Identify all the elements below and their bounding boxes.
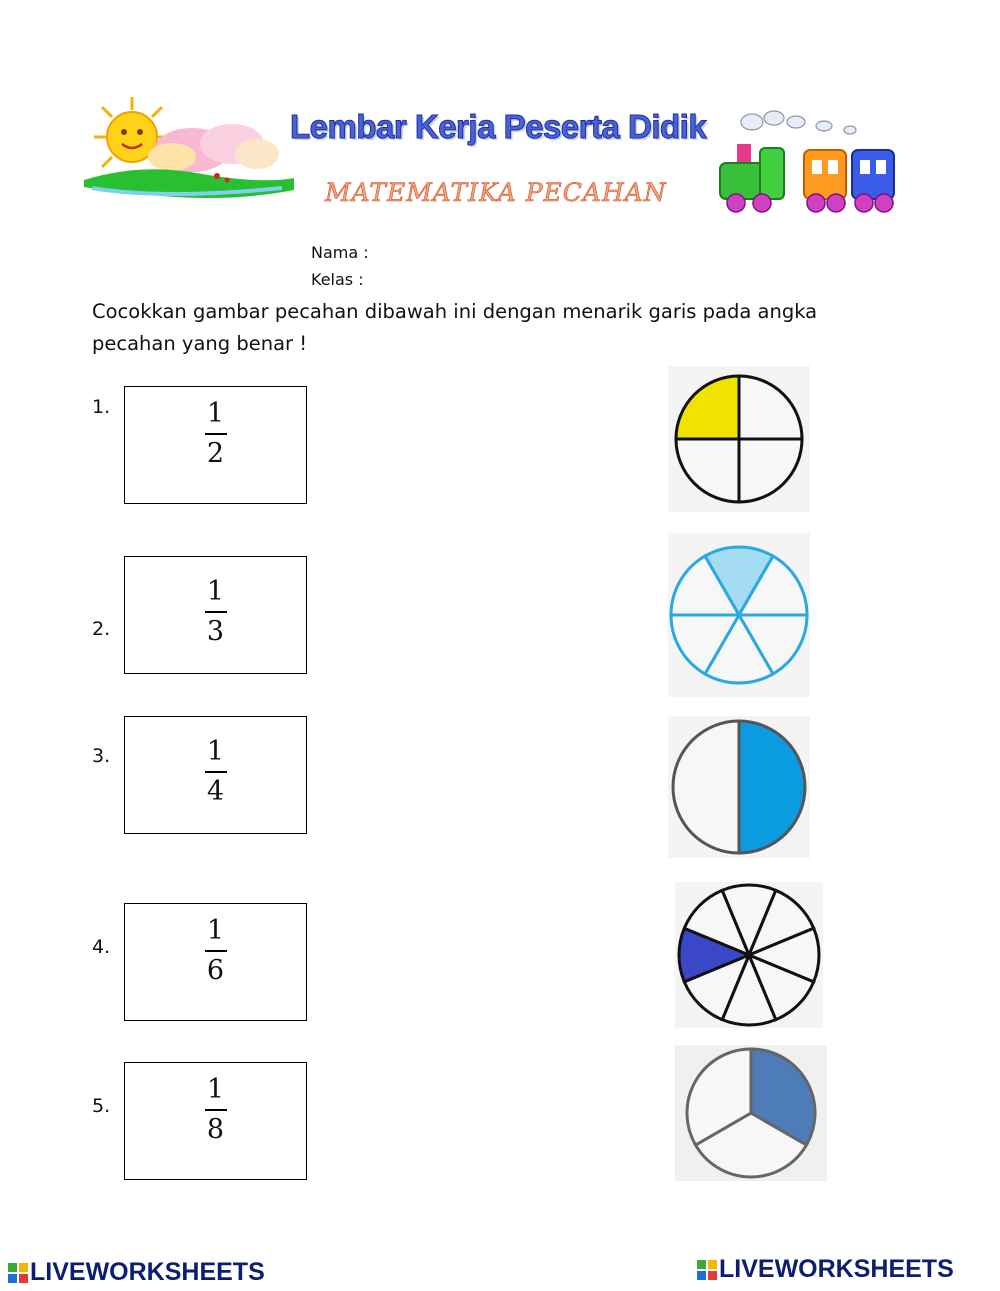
brand-text: LIVEWORKSHEETS	[719, 1255, 954, 1283]
pie-slice-shaded	[676, 376, 739, 439]
numerator: 1	[206, 1074, 225, 1105]
fraction-box[interactable]	[124, 556, 307, 674]
numerator: 1	[206, 915, 225, 946]
fraction	[125, 916, 306, 986]
item-number: 2.	[92, 618, 111, 640]
item-number: 5.	[92, 1095, 111, 1117]
worksheet-title: Lembar Kerja Peserta Didik	[290, 108, 707, 145]
denominator: 3	[206, 616, 225, 647]
fraction-box[interactable]	[124, 903, 307, 1021]
pie-sixth-shaded[interactable]	[668, 533, 810, 697]
numerator: 1	[206, 736, 225, 767]
brand-text: LIVEWORKSHEETS	[30, 1258, 265, 1286]
pie-slice	[673, 721, 739, 853]
sun-clouds-illustration	[82, 92, 297, 207]
instruction-text: Cocokkan gambar pecahan dibawah ini dengan menarik garis pada angka pecahan yang benar !	[92, 300, 818, 355]
item-number: 3.	[92, 745, 111, 767]
fraction	[125, 577, 306, 647]
denominator: 2	[206, 438, 225, 469]
pie-eighth-shaded[interactable]	[675, 882, 823, 1028]
numerator: 1	[206, 398, 225, 429]
numerator: 1	[206, 576, 225, 607]
class-label: Kelas :	[311, 270, 364, 289]
fraction-box[interactable]	[124, 716, 307, 834]
pie-slice	[739, 376, 802, 439]
worksheet-subtitle: MATEMATIKA PECAHAN	[325, 178, 667, 207]
fraction-bar	[205, 1109, 227, 1111]
pie-slice	[739, 439, 802, 502]
denominator: 6	[206, 955, 225, 986]
fraction-bar	[205, 771, 227, 773]
item-number: 1.	[92, 396, 111, 418]
item-number: 4.	[92, 936, 111, 958]
fraction-bar	[205, 611, 227, 613]
liveworksheets-logo-left	[8, 1258, 265, 1287]
name-label: Nama :	[311, 243, 369, 262]
pie-half-shaded[interactable]	[668, 716, 810, 858]
pie-slice-shaded	[739, 721, 805, 853]
fraction	[125, 1075, 306, 1145]
fraction	[125, 737, 306, 807]
fraction-bar	[205, 950, 227, 952]
denominator: 4	[206, 776, 225, 807]
fraction-bar	[205, 433, 227, 435]
toy-train-illustration	[712, 108, 902, 220]
liveworksheets-logo-icon	[697, 1260, 717, 1280]
fraction-box[interactable]	[124, 386, 307, 504]
pie-third-shaded[interactable]	[675, 1045, 827, 1181]
liveworksheets-logo-icon	[8, 1263, 28, 1283]
liveworksheets-logo-right	[697, 1255, 954, 1284]
fraction	[125, 399, 306, 469]
fraction-box[interactable]	[124, 1062, 307, 1180]
pie-slice	[676, 439, 739, 502]
denominator: 8	[206, 1114, 225, 1145]
pie-quarter-shaded[interactable]	[668, 366, 810, 512]
